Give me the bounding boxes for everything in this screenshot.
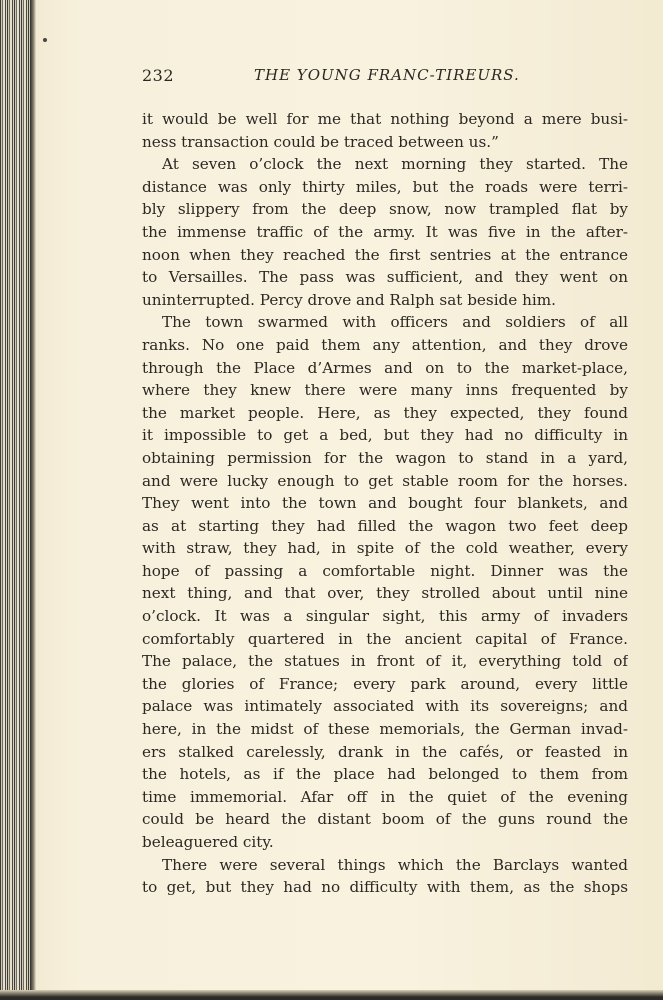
text-line: ranks. No one paid them any attention, and they drove [142, 335, 628, 354]
text-line: the glories of France; every park around, every little [142, 674, 628, 693]
page-header [142, 66, 628, 88]
text-line: it would be well for me that nothing beyond a mere busi- [142, 110, 628, 128]
ink-speck [43, 38, 47, 42]
text-line: next thing, and that over, they strolled about until nine [142, 584, 628, 603]
text-line: ness transaction could be traced between us.” [142, 132, 499, 151]
text-line: hope of passing a comfortable night. Dinner was the [142, 561, 628, 580]
text-line: bly slippery from the deep snow, now trampled flat by [142, 200, 628, 219]
text-line: At seven o’clock the next morning they started. The [162, 155, 628, 174]
text-line: to get, but they had no difficulty with them, as the shops [142, 878, 628, 897]
text-line: comfortably quartered in the ancient capital of France. [142, 629, 628, 648]
book-binding [0, 0, 30, 1000]
text-line: where they knew there were many inns frequented by [142, 381, 628, 400]
text-line: through the Place d’Armes and on to the market-place, [142, 358, 628, 377]
running-head: THE YOUNG FRANC-TIREURS. [254, 66, 520, 84]
text-line: The palace, the statues in front of it, everything told of [142, 652, 628, 671]
text-line: uninterrupted. Percy drove and Ralph sat beside him. [142, 290, 556, 309]
text-line: the hotels, as if the place had belonged to them from [142, 765, 628, 784]
text-line: as at starting they had filled the wagon two feet deep [142, 516, 628, 535]
text-line: it impossible to get a bed, but they had no difficulty in [142, 426, 628, 445]
page-number: 232 [142, 66, 175, 85]
text-line: the immense traffic of the army. It was five in the after- [142, 222, 628, 241]
text-line: obtaining permission for the wagon to stand in a yard, [142, 448, 628, 467]
text-line: o’clock. It was a singular sight, this army of invaders [142, 607, 628, 626]
text-line: could be heard the distant boom of the guns round the [142, 810, 628, 829]
text-line: There were several things which the Barclays wanted [162, 855, 628, 874]
text-line: and were lucky enough to get stable room for the horses. [142, 471, 628, 490]
page-bottom-edge [0, 990, 663, 1000]
text-line: noon when they reached the first sentries at the entrance [142, 245, 628, 264]
body-text [142, 108, 628, 899]
text-line: beleaguered city. [142, 833, 274, 851]
text-line: with straw, they had, in spite of the cold weather, every [142, 539, 628, 558]
text-line: ers stalked carelessly, drank in the cafés, or feasted in [142, 742, 628, 761]
binding-shadow [30, 0, 36, 1000]
text-line: They went into the town and bought four blankets, and [142, 494, 628, 513]
text-line: time immemorial. Afar off in the quiet of the evening [142, 787, 628, 806]
text-line: The town swarmed with officers and soldiers of all [162, 313, 628, 332]
text-line: distance was only thirty miles, but the roads were terri- [142, 177, 628, 196]
text-line: the market people. Here, as they expected, they found [142, 403, 628, 422]
text-line: palace was intimately associated with its sovereigns; and [142, 697, 628, 716]
text-line: here, in the midst of these memorials, the German invad- [142, 720, 628, 739]
text-line: to Versailles. The pass was sufficient, and they went on [142, 268, 628, 287]
